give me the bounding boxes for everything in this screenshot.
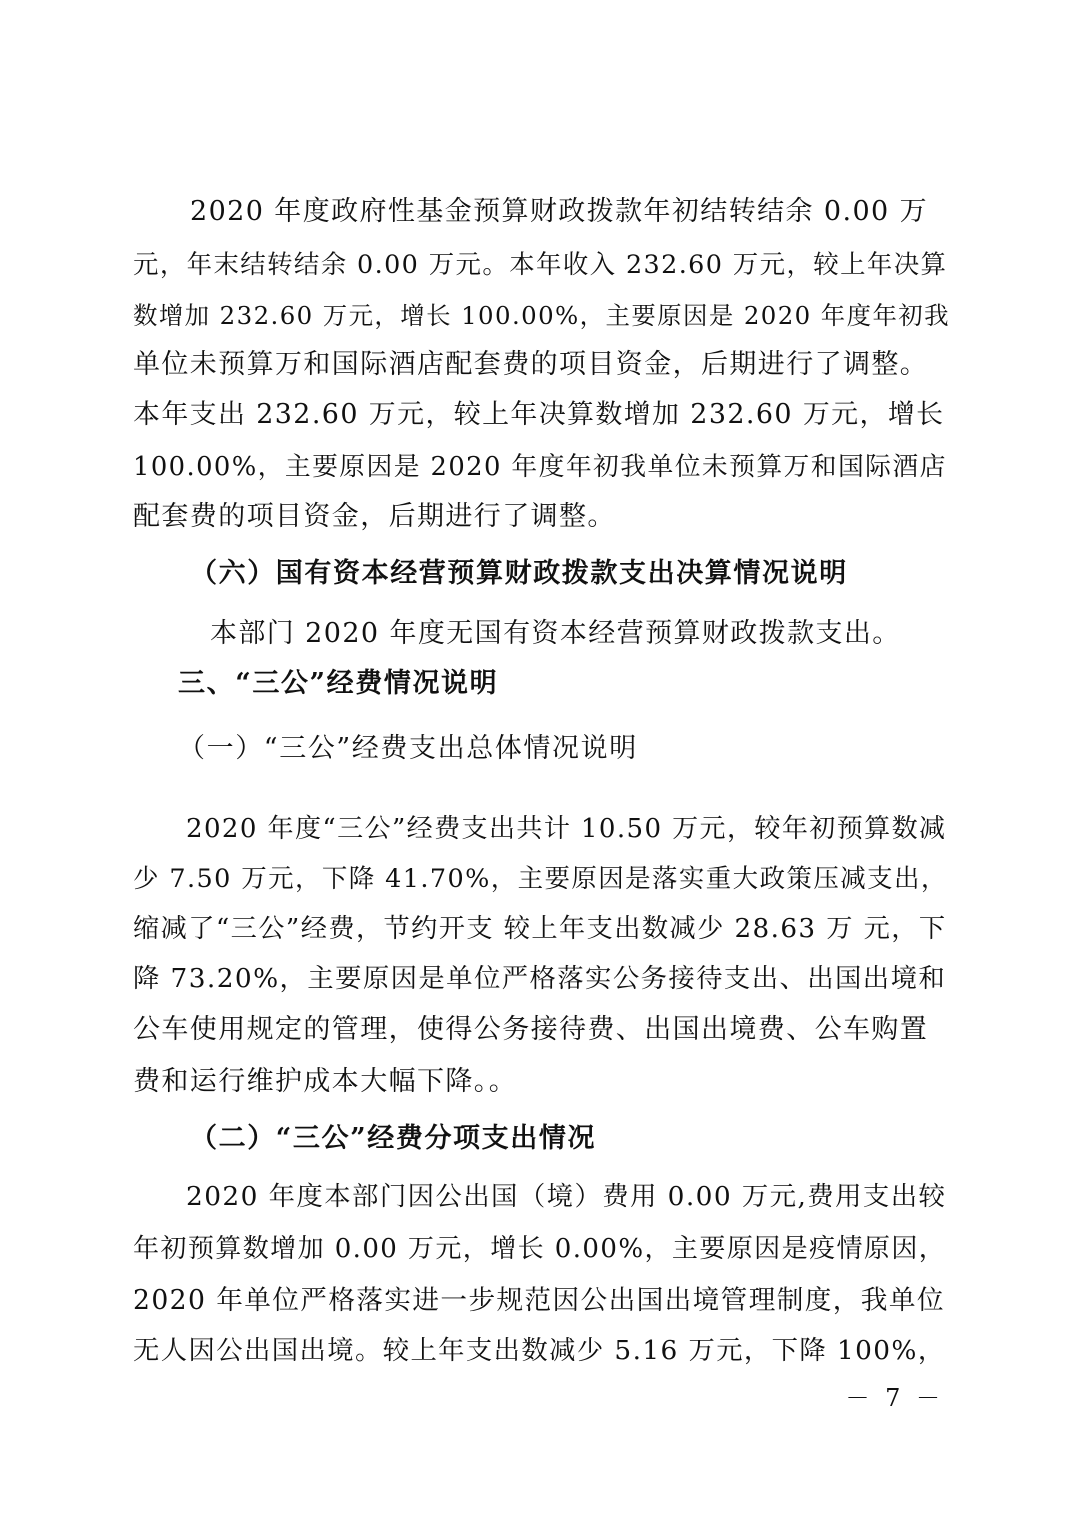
section-heading-6: （六）国有资本经营预算财政拨款支出决算情况说明 bbox=[190, 558, 848, 589]
para2-line-1: 本部门 2020 年度无国有资本经营预算财政拨款支出。 bbox=[210, 618, 901, 649]
para1-line-2: 元，年末结转结余 0.00 万元。本年收入 232.60 万元，较上年决算 bbox=[133, 249, 948, 279]
para3-line-4: 降 73.20%，主要原因是单位严格落实公务接待支出、出国出境和 bbox=[133, 964, 947, 994]
para4-line-1: 2020 年度本部门因公出国（境）费用 0.00 万元,费用支出较 bbox=[186, 1181, 947, 1212]
para1-line-5: 本年支出 232.60 万元，较上年决算数增加 232.60 万元，增长 bbox=[133, 399, 945, 430]
subsection-heading-2: （二）“三公”经费分项支出情况 bbox=[190, 1123, 597, 1154]
para3-line-5: 公车使用规定的管理，使得公务接待费、出国出境费、公车购置 bbox=[133, 1014, 929, 1045]
section-heading-3: 三、“三公”经费情况说明 bbox=[178, 668, 499, 699]
para3-line-6: 费和运行维护成本大幅下降。。 bbox=[133, 1066, 518, 1097]
subsection-heading-1: （一）“三公”经费支出总体情况说明 bbox=[178, 733, 638, 764]
para1-line-4: 单位未预算万和国际酒店配套费的项目资金，后期进行了调整。 bbox=[133, 349, 929, 380]
para1-line-7: 配套费的项目资金，后期进行了调整。 bbox=[133, 501, 616, 532]
page-number: － 7 － bbox=[845, 1384, 944, 1412]
para1-line-6: 100.00%，主要原因是 2020 年度年初我单位未预算万和国际酒店 bbox=[133, 452, 947, 482]
para1-line-3: 数增加 232.60 万元，增长 100.00%，主要原因是 2020 年度年初我 bbox=[133, 301, 950, 330]
para4-line-2: 年初预算数增加 0.00 万元，增长 0.00%，主要原因是疫情原因， bbox=[133, 1234, 947, 1264]
para4-line-3: 2020 年单位严格落实进一步规范因公出国出境管理制度，我单位 bbox=[133, 1285, 945, 1316]
para1-line-1: 2020 年度政府性基金预算财政拨款年初结转结余 0.00 万 bbox=[190, 196, 928, 227]
para3-line-2: 少 7.50 万元，下降 41.70%，主要原因是落实重大政策压减支出， bbox=[133, 864, 948, 894]
para3-line-1: 2020 年度“三公”经费支出共计 10.50 万元，较年初预算数减 bbox=[186, 814, 947, 844]
para3-line-3: 缩减了“三公”经费，节约开支 较上年支出数减少 28.63 万 元，下 bbox=[133, 914, 947, 944]
para4-line-4: 无人因公出国出境。较上年支出数减少 5.16 万元，下降 100%， bbox=[133, 1336, 946, 1366]
